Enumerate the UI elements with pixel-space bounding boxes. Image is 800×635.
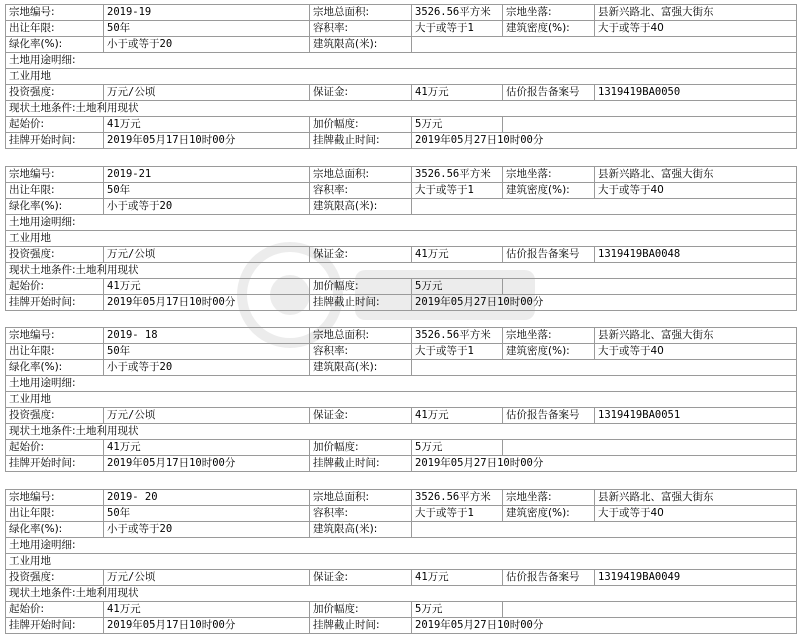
parcel-block-3 (5, 327, 796, 472)
use-value: 工业用地 (6, 392, 797, 408)
density-label: 建筑密度(%): (503, 344, 595, 360)
condition-label: 现状土地条件: (9, 587, 76, 599)
listing-end-label: 挂牌截止时间: (310, 456, 412, 472)
height-value (412, 199, 797, 215)
condition-cell (6, 101, 797, 117)
condition-value: 土地利用现状 (75, 102, 139, 114)
term-value: 50年 (104, 21, 310, 37)
parcel-table (5, 489, 797, 634)
term-label: 出让年限: (6, 21, 104, 37)
code-value: 2019- 20 (104, 490, 310, 506)
start-price-value: 41万元 (104, 279, 310, 295)
row-price-filler (503, 602, 797, 618)
height-label: 建筑限高(米): (310, 360, 412, 376)
row-listing (6, 618, 797, 634)
code-label: 宗地编号: (6, 5, 104, 21)
start-price-label: 起始价: (6, 440, 104, 456)
use-value: 工业用地 (6, 554, 797, 570)
deposit-label: 保证金: (310, 85, 412, 101)
location-value: 县新兴路北、富强大街东 (595, 167, 797, 183)
row-investment (6, 408, 797, 424)
density-value: 大于或等于40 (595, 344, 797, 360)
appraisal-value: 1319419BA0048 (595, 247, 797, 263)
use-value: 工业用地 (6, 231, 797, 247)
row-price (6, 602, 797, 618)
row-price-filler (503, 117, 797, 133)
total-area-value: 3526.56平方米 (412, 490, 503, 506)
row-use-detail (6, 376, 797, 392)
code-label: 宗地编号: (6, 328, 104, 344)
code-label: 宗地编号: (6, 167, 104, 183)
investment-value: 万元/公顷 (104, 85, 310, 101)
code-label: 宗地编号: (6, 490, 104, 506)
location-value: 县新兴路北、富强大街东 (595, 490, 797, 506)
increment-value: 5万元 (412, 279, 503, 295)
listing-start-value: 2019年05月17日10时00分 (104, 456, 310, 472)
total-area-label: 宗地总面积: (310, 328, 412, 344)
height-label: 建筑限高(米): (310, 199, 412, 215)
appraisal-label: 估价报告备案号 (503, 408, 595, 424)
condition-label: 现状土地条件: (9, 102, 76, 114)
listing-end-value: 2019年05月27日10时00分 (412, 295, 797, 311)
row-use (6, 231, 797, 247)
listing-start-value: 2019年05月17日10时00分 (104, 295, 310, 311)
parcel-table (5, 327, 797, 472)
row-listing (6, 133, 797, 149)
green-value: 小于或等于20 (104, 199, 310, 215)
total-area-value: 3526.56平方米 (412, 5, 503, 21)
start-price-label: 起始价: (6, 602, 104, 618)
deposit-value: 41万元 (412, 85, 503, 101)
row-green (6, 37, 797, 53)
condition-value: 土地利用现状 (75, 587, 139, 599)
investment-value: 万元/公顷 (104, 247, 310, 263)
deposit-label: 保证金: (310, 408, 412, 424)
row-condition (6, 263, 797, 279)
density-value: 大于或等于40 (595, 21, 797, 37)
far-value: 大于或等于1 (412, 344, 503, 360)
location-label: 宗地坐落: (503, 490, 595, 506)
row-investment (6, 85, 797, 101)
location-value: 县新兴路北、富强大街东 (595, 328, 797, 344)
density-label: 建筑密度(%): (503, 21, 595, 37)
green-label: 绿化率(%): (6, 37, 104, 53)
height-value (412, 522, 797, 538)
use-detail-label: 土地用途明细: (6, 215, 797, 231)
row-green (6, 522, 797, 538)
row-term (6, 183, 797, 199)
row-use-detail (6, 53, 797, 69)
condition-cell (6, 586, 797, 602)
height-label: 建筑限高(米): (310, 522, 412, 538)
increment-label: 加价幅度: (310, 440, 412, 456)
row-code (6, 167, 797, 183)
parcel-table (5, 4, 797, 149)
investment-value: 万元/公顷 (104, 408, 310, 424)
parcel-block-4 (5, 489, 796, 634)
green-label: 绿化率(%): (6, 360, 104, 376)
height-value (412, 37, 797, 53)
location-value: 县新兴路北、富强大街东 (595, 5, 797, 21)
row-listing (6, 295, 797, 311)
term-value: 50年 (104, 183, 310, 199)
row-price (6, 117, 797, 133)
row-price-filler (503, 279, 797, 295)
density-value: 大于或等于40 (595, 506, 797, 522)
row-term (6, 21, 797, 37)
investment-label: 投资强度: (6, 570, 104, 586)
deposit-value: 41万元 (412, 247, 503, 263)
deposit-value: 41万元 (412, 408, 503, 424)
row-price (6, 279, 797, 295)
far-label: 容积率: (310, 344, 412, 360)
deposit-value: 41万元 (412, 570, 503, 586)
far-label: 容积率: (310, 506, 412, 522)
total-area-value: 3526.56平方米 (412, 328, 503, 344)
density-label: 建筑密度(%): (503, 183, 595, 199)
row-condition (6, 586, 797, 602)
condition-value: 土地利用现状 (75, 264, 139, 276)
start-price-value: 41万元 (104, 602, 310, 618)
height-label: 建筑限高(米): (310, 37, 412, 53)
density-label: 建筑密度(%): (503, 506, 595, 522)
row-use (6, 69, 797, 85)
row-green (6, 360, 797, 376)
total-area-value: 3526.56平方米 (412, 167, 503, 183)
listing-end-label: 挂牌截止时间: (310, 618, 412, 634)
far-label: 容积率: (310, 183, 412, 199)
row-term (6, 506, 797, 522)
location-label: 宗地坐落: (503, 167, 595, 183)
appraisal-value: 1319419BA0051 (595, 408, 797, 424)
row-price-filler (503, 440, 797, 456)
row-code (6, 5, 797, 21)
use-value: 工业用地 (6, 69, 797, 85)
condition-cell (6, 263, 797, 279)
listing-end-label: 挂牌截止时间: (310, 133, 412, 149)
code-value: 2019-19 (104, 5, 310, 21)
appraisal-value: 1319419BA0049 (595, 570, 797, 586)
total-area-label: 宗地总面积: (310, 490, 412, 506)
parcel-block-2 (5, 166, 796, 311)
start-price-value: 41万元 (104, 117, 310, 133)
total-area-label: 宗地总面积: (310, 167, 412, 183)
height-value (412, 360, 797, 376)
total-area-label: 宗地总面积: (310, 5, 412, 21)
appraisal-label: 估价报告备案号 (503, 85, 595, 101)
appraisal-label: 估价报告备案号 (503, 570, 595, 586)
appraisal-label: 估价报告备案号 (503, 247, 595, 263)
listing-start-value: 2019年05月17日10时00分 (104, 618, 310, 634)
row-condition (6, 424, 797, 440)
increment-value: 5万元 (412, 602, 503, 618)
investment-label: 投资强度: (6, 408, 104, 424)
location-label: 宗地坐落: (503, 328, 595, 344)
row-term (6, 344, 797, 360)
row-green (6, 199, 797, 215)
row-investment (6, 247, 797, 263)
parcel-block-1 (5, 4, 796, 149)
appraisal-value: 1319419BA0050 (595, 85, 797, 101)
term-value: 50年 (104, 344, 310, 360)
code-value: 2019- 18 (104, 328, 310, 344)
code-value: 2019-21 (104, 167, 310, 183)
green-value: 小于或等于20 (104, 37, 310, 53)
investment-label: 投资强度: (6, 85, 104, 101)
term-label: 出让年限: (6, 344, 104, 360)
condition-label: 现状土地条件: (9, 425, 76, 437)
condition-label: 现状土地条件: (9, 264, 76, 276)
listing-end-value: 2019年05月27日10时00分 (412, 618, 797, 634)
condition-value: 土地利用现状 (75, 425, 139, 437)
term-value: 50年 (104, 506, 310, 522)
use-detail-label: 土地用途明细: (6, 376, 797, 392)
listing-start-label: 挂牌开始时间: (6, 456, 104, 472)
listing-start-label: 挂牌开始时间: (6, 133, 104, 149)
parcel-table (5, 166, 797, 311)
far-value: 大于或等于1 (412, 506, 503, 522)
increment-value: 5万元 (412, 117, 503, 133)
increment-label: 加价幅度: (310, 279, 412, 295)
start-price-label: 起始价: (6, 279, 104, 295)
listing-end-label: 挂牌截止时间: (310, 295, 412, 311)
far-label: 容积率: (310, 21, 412, 37)
location-label: 宗地坐落: (503, 5, 595, 21)
green-label: 绿化率(%): (6, 522, 104, 538)
investment-label: 投资强度: (6, 247, 104, 263)
increment-label: 加价幅度: (310, 117, 412, 133)
row-use-detail (6, 215, 797, 231)
use-detail-label: 土地用途明细: (6, 53, 797, 69)
investment-value: 万元/公顷 (104, 570, 310, 586)
listing-end-value: 2019年05月27日10时00分 (412, 456, 797, 472)
deposit-label: 保证金: (310, 247, 412, 263)
green-value: 小于或等于20 (104, 360, 310, 376)
density-value: 大于或等于40 (595, 183, 797, 199)
row-code (6, 490, 797, 506)
row-code (6, 328, 797, 344)
row-use (6, 392, 797, 408)
listing-start-label: 挂牌开始时间: (6, 295, 104, 311)
listing-start-label: 挂牌开始时间: (6, 618, 104, 634)
green-label: 绿化率(%): (6, 199, 104, 215)
row-investment (6, 570, 797, 586)
term-label: 出让年限: (6, 506, 104, 522)
listing-end-value: 2019年05月27日10时00分 (412, 133, 797, 149)
row-use-detail (6, 538, 797, 554)
use-detail-label: 土地用途明细: (6, 538, 797, 554)
increment-label: 加价幅度: (310, 602, 412, 618)
increment-value: 5万元 (412, 440, 503, 456)
row-condition (6, 101, 797, 117)
listing-start-value: 2019年05月17日10时00分 (104, 133, 310, 149)
row-price (6, 440, 797, 456)
condition-cell (6, 424, 797, 440)
green-value: 小于或等于20 (104, 522, 310, 538)
start-price-label: 起始价: (6, 117, 104, 133)
deposit-label: 保证金: (310, 570, 412, 586)
term-label: 出让年限: (6, 183, 104, 199)
far-value: 大于或等于1 (412, 183, 503, 199)
start-price-value: 41万元 (104, 440, 310, 456)
row-use (6, 554, 797, 570)
far-value: 大于或等于1 (412, 21, 503, 37)
row-listing (6, 456, 797, 472)
